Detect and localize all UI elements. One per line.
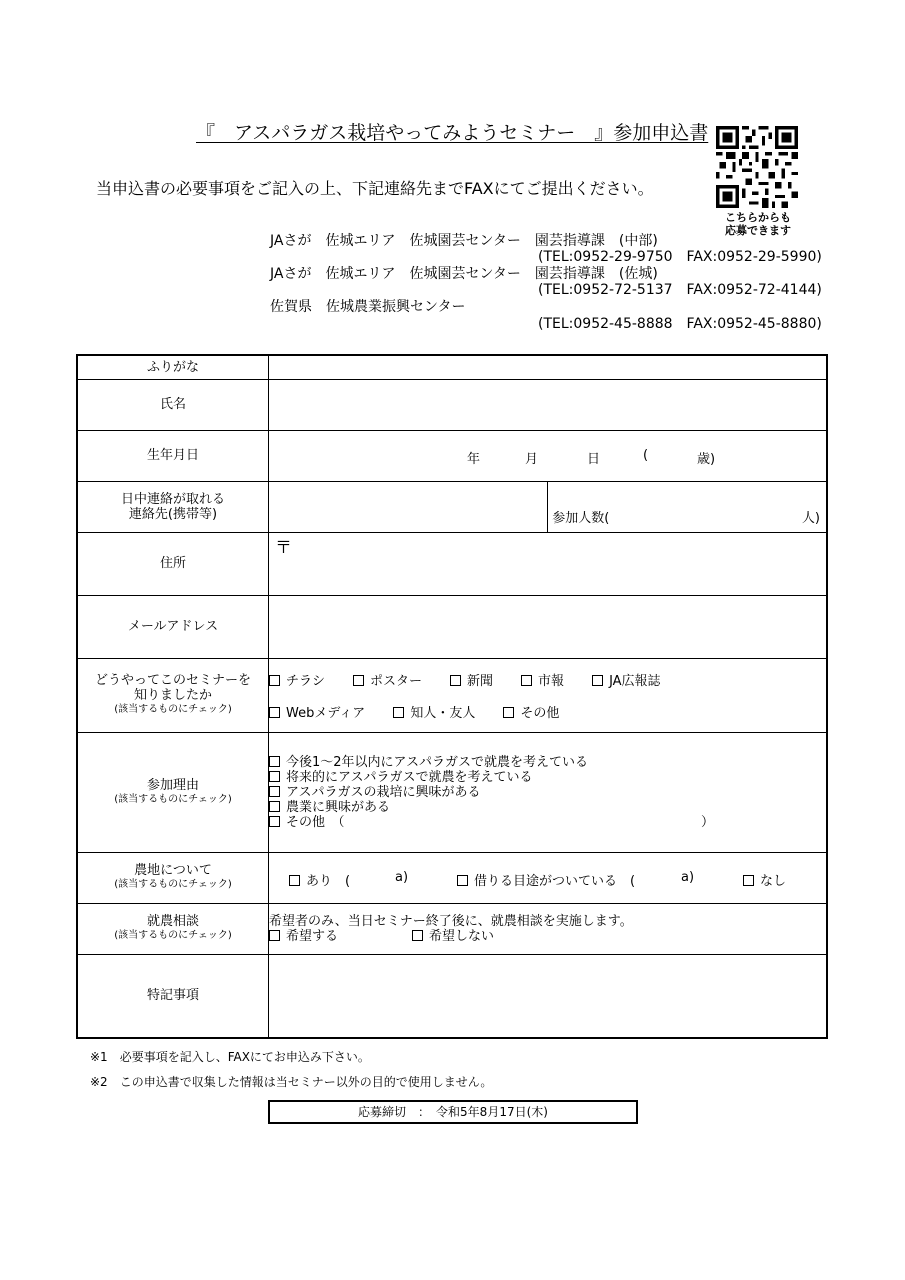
farmland-option-yes[interactable]: あり ( [289, 870, 350, 889]
furigana-field[interactable] [269, 355, 828, 379]
source-label-line1: どうやってこのセミナーを [94, 673, 251, 688]
checkbox[interactable] [592, 675, 603, 686]
contact-org-2: JAさが 佐城エリア 佐城園芸センター 園芸指導課 (佐城) [270, 266, 658, 282]
name-label: 氏名 [77, 379, 269, 430]
row-source [77, 658, 827, 732]
checkbox[interactable] [269, 675, 280, 686]
option-ja-magazine[interactable]: JA広報誌 [592, 670, 661, 689]
reason-option-other[interactable]: その他 （ ） [269, 815, 826, 830]
row-reason [77, 732, 827, 852]
email-label: メールアドレス [77, 595, 269, 658]
consult-options [269, 903, 828, 954]
checkbox[interactable] [269, 756, 280, 767]
row-email [77, 595, 827, 658]
contact-label-line2: 連絡先(携帯等) [128, 506, 218, 522]
qr-code-icon[interactable] [716, 126, 798, 208]
checkbox[interactable] [743, 875, 754, 886]
contact-tel-3: (TEL:0952-45-8888 FAX:0952-45-8880) [538, 316, 822, 332]
reason-option-1[interactable]: 今後1～2年以内にアスパラガスで就農を考えている [269, 755, 826, 770]
farmland-planned-unit: a) [681, 869, 695, 885]
consult-label [77, 903, 269, 954]
age-close: 歳) [697, 451, 716, 467]
row-address [77, 532, 827, 595]
consult-label-text: 就農相談 [146, 914, 199, 929]
note-2: ※2 この申込書で収集した情報は当セミナー以外の目的で使用しません。 [90, 1075, 493, 1089]
participants-unit: 人) [801, 510, 820, 526]
contact-label-line1: 日中連絡が取れる [120, 491, 225, 507]
checkbox[interactable] [269, 801, 280, 812]
email-field[interactable] [269, 595, 828, 658]
option-city-bulletin[interactable]: 市報 [521, 670, 564, 689]
birthdate-label: 生年月日 [77, 430, 269, 481]
reason-option-3[interactable]: アスパラガスの栽培に興味がある [269, 785, 826, 800]
option-web-media[interactable]: Webメディア [269, 702, 365, 721]
row-consult [77, 903, 827, 954]
contact-tel-2: (TEL:0952-72-5137 FAX:0952-72-4144) [538, 282, 822, 298]
deadline-box: 応募締切 ： 令和5年8月17日(木) [268, 1100, 638, 1124]
checkbox[interactable] [289, 875, 300, 886]
form-title: 『 アスパラガス栽培やってみようセミナー 』参加申込書 [196, 122, 709, 144]
remarks-field[interactable] [269, 954, 828, 1038]
option-poster[interactable]: ポスター [353, 670, 422, 689]
qr-label-line1: こちらからも [725, 211, 791, 224]
row-furigana [77, 355, 827, 379]
row-remarks [77, 954, 827, 1038]
birthdate-year: 年 [467, 451, 481, 467]
farmland-options [269, 852, 828, 903]
reason-label-text: 参加理由 [146, 777, 199, 793]
reason-option-4[interactable]: 農業に興味がある [269, 800, 826, 815]
address-label: 住所 [77, 532, 269, 595]
farmland-note: (該当するものにチェック) [114, 879, 232, 890]
option-flyer[interactable]: チラシ [269, 670, 325, 689]
reason-label [77, 732, 269, 852]
checkbox[interactable] [521, 675, 532, 686]
source-label-line2: 知りましたか [133, 688, 212, 703]
farmland-label [77, 852, 269, 903]
checkbox[interactable] [450, 675, 461, 686]
checkbox[interactable] [269, 816, 280, 827]
checkbox[interactable] [412, 930, 423, 941]
contact-org-1: JAさが 佐城エリア 佐城園芸センター 園芸指導課 (中部) [270, 233, 658, 249]
source-row-2 [269, 702, 826, 721]
reason-other-close: ） [701, 814, 715, 830]
checkbox[interactable] [269, 707, 280, 718]
option-acquaintance[interactable]: 知人・友人 [393, 702, 475, 721]
contact-label [77, 481, 269, 532]
farmland-option-planned[interactable]: 借りる目途がついている ( [457, 870, 635, 889]
qr-label-line2: 応募できます [725, 224, 791, 237]
option-newspaper[interactable]: 新聞 [450, 670, 493, 689]
birthdate-month: 月 [525, 451, 539, 467]
furigana-label: ふりがな [77, 355, 269, 379]
consult-choices [269, 929, 826, 944]
contact-tel-1: (TEL:0952-29-9750 FAX:0952-29-5990) [538, 249, 822, 265]
row-birthdate [77, 430, 827, 481]
note-1: ※1 必要事項を記入し、FAXにてお申込み下さい。 [90, 1050, 370, 1064]
remarks-label: 特記事項 [77, 954, 269, 1038]
address-field[interactable] [269, 532, 828, 595]
consult-option-want[interactable]: 希望する [269, 929, 338, 944]
phone-field[interactable] [269, 481, 548, 532]
farmland-label-text: 農地について [134, 863, 212, 878]
participants-label: 参加人数( [552, 510, 610, 526]
participants-field[interactable] [548, 481, 827, 532]
option-other[interactable]: その他 [503, 702, 559, 721]
intro-text: 当申込書の必要事項をご記入の上、下記連絡先までFAXにてご提出ください。 [96, 179, 654, 198]
consult-option-no[interactable]: 希望しない [412, 929, 494, 944]
checkbox[interactable] [269, 930, 280, 941]
reason-option-2[interactable]: 将来的にアスパラガスで就農を考えている [269, 770, 826, 785]
birthdate-day: 日 [587, 451, 601, 467]
checkbox[interactable] [353, 675, 364, 686]
source-note: (該当するものにチェック) [114, 704, 232, 715]
checkbox[interactable] [503, 707, 514, 718]
row-name [77, 379, 827, 430]
row-contact [77, 481, 827, 532]
source-label [77, 658, 269, 732]
qr-label [712, 211, 804, 237]
checkbox[interactable] [457, 875, 468, 886]
reason-options [269, 732, 828, 852]
name-field[interactable] [269, 379, 828, 430]
birthdate-field[interactable] [269, 430, 828, 481]
farmland-option-none[interactable]: なし [743, 870, 786, 889]
contact-org-3: 佐賀県 佐城農業振興センター [270, 299, 466, 315]
source-row-1 [269, 670, 826, 689]
postal-mark: 〒 [275, 537, 292, 558]
checkbox[interactable] [393, 707, 404, 718]
age-open: ( [643, 447, 649, 463]
consult-note: (該当するものにチェック) [114, 930, 232, 941]
consult-text: 希望者のみ、当日セミナー終了後に、就農相談を実施します。 [269, 913, 633, 929]
application-form-table [76, 354, 828, 1039]
checkbox[interactable] [269, 786, 280, 797]
checkbox[interactable] [269, 771, 280, 782]
reason-note: (該当するものにチェック) [114, 793, 232, 805]
row-farmland [77, 852, 827, 903]
source-options [269, 658, 828, 732]
farmland-yes-unit: a) [395, 869, 409, 885]
